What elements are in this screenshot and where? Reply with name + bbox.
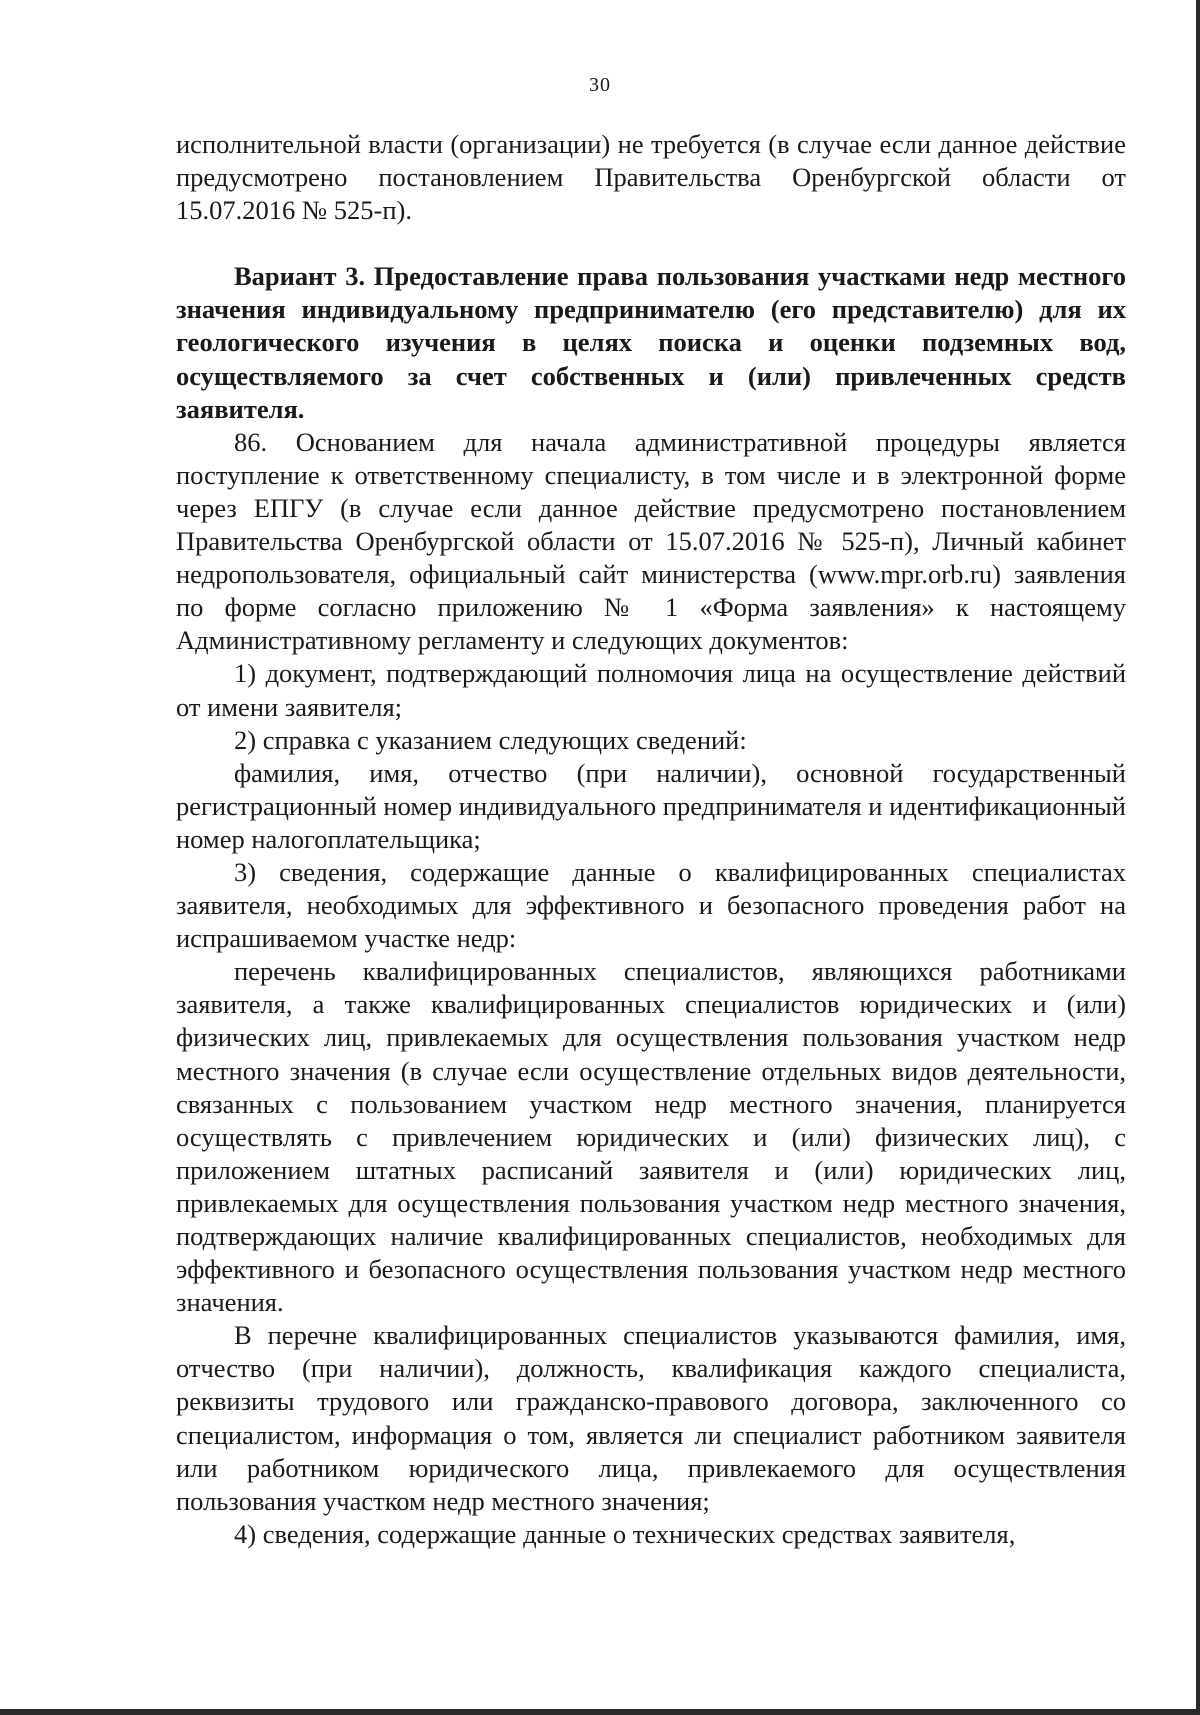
list-item-4: 4) сведения, содержащие данные о технических средствах заявителя, <box>234 1518 1016 1549</box>
scan-edge-right <box>1196 0 1200 1715</box>
scan-edge-bottom <box>0 1709 1200 1715</box>
list-item-1: 1) документ, подтверждающий полномочия лица на осуществление действий от имени заявителя; <box>176 658 1126 722</box>
document-body <box>176 128 1126 1551</box>
list-item-3: 3) сведения, содержащие данные о квалифицированных специалистах заявителя, необходимых для эффективного и безопасного проведения работ на испрашиваемом участке недр: <box>176 856 1126 954</box>
list-item-2: 2) справка с указанием следующих сведений: <box>234 724 747 755</box>
specialists-details-paragraph: В перечне квалифицированных специалистов указываются фамилия, имя, отчество (при наличии), должность, квалификация каждого специалиста, реквизиты трудового или гражданско-правового договора, заключенного со специалистом, информация о том, является ли специалист работником заявителя или работником юридического лица, привлекаемого для осуществления пользования участком недр местного значения; <box>176 1320 1126 1516</box>
intro-continuation-paragraph: исполнительной власти (организации) не требуется (в случае если данное действие предусмотрено постановлением Правительства Оренбургской области от 15.07.2016 № 525-п). <box>176 129 1126 226</box>
list-item-2-details: фамилия, имя, отчество (при наличии), основной государственный регистрационный номер индивидуального предпринимателя и идентификационный номер налогоплательщика; <box>176 757 1126 854</box>
variant-heading: Вариант 3. Предоставление права пользования участками недр местного значения индивидуальному предпринимателю (его представителю) для их геологического изучения в целях поиска и оценки подземных вод, осуществляемого за счет собственных и (или) привлеченных средств заявителя. <box>176 261 1126 424</box>
specialists-list-paragraph: перечень квалифицированных специалистов, являющихся работниками заявителя, а также квалифицированных специалистов юридических и (или) физических лиц, привлекаемых для осуществления пользования участком недр местного значения (в случае если осуществление отдельных видов деятельности, связанных с пользованием участком недр местного значения, планируется осуществлять с привлечением юридических и (или) физических лиц), с приложением штатных расписаний заявителя и (или) юридических лиц, привлекаемых для осуществления пользования участком недр местного значения, подтверждающих наличие квалифицированных специалистов, необходимых для эффективного и безопасного осуществления пользования участком недр местного значения. <box>176 956 1126 1318</box>
page-number: 30 <box>589 74 611 96</box>
paragraph-86: 86. Основанием для начала административной процедуры является поступление к ответственному специалисту, в том числе и в электронной форме через ЕПГУ (в случае если данное действие предусмотрено постановлением Правительства Оренбургской области от 15.07.2016 № 525-п), Личный кабинет недропользователя, официальный сайт министерства (www.mpr.orb.ru) заявления по форме согласно приложению № 1 «Форма заявления» к настоящему Административному регламенту и следующих документов: <box>176 426 1126 656</box>
